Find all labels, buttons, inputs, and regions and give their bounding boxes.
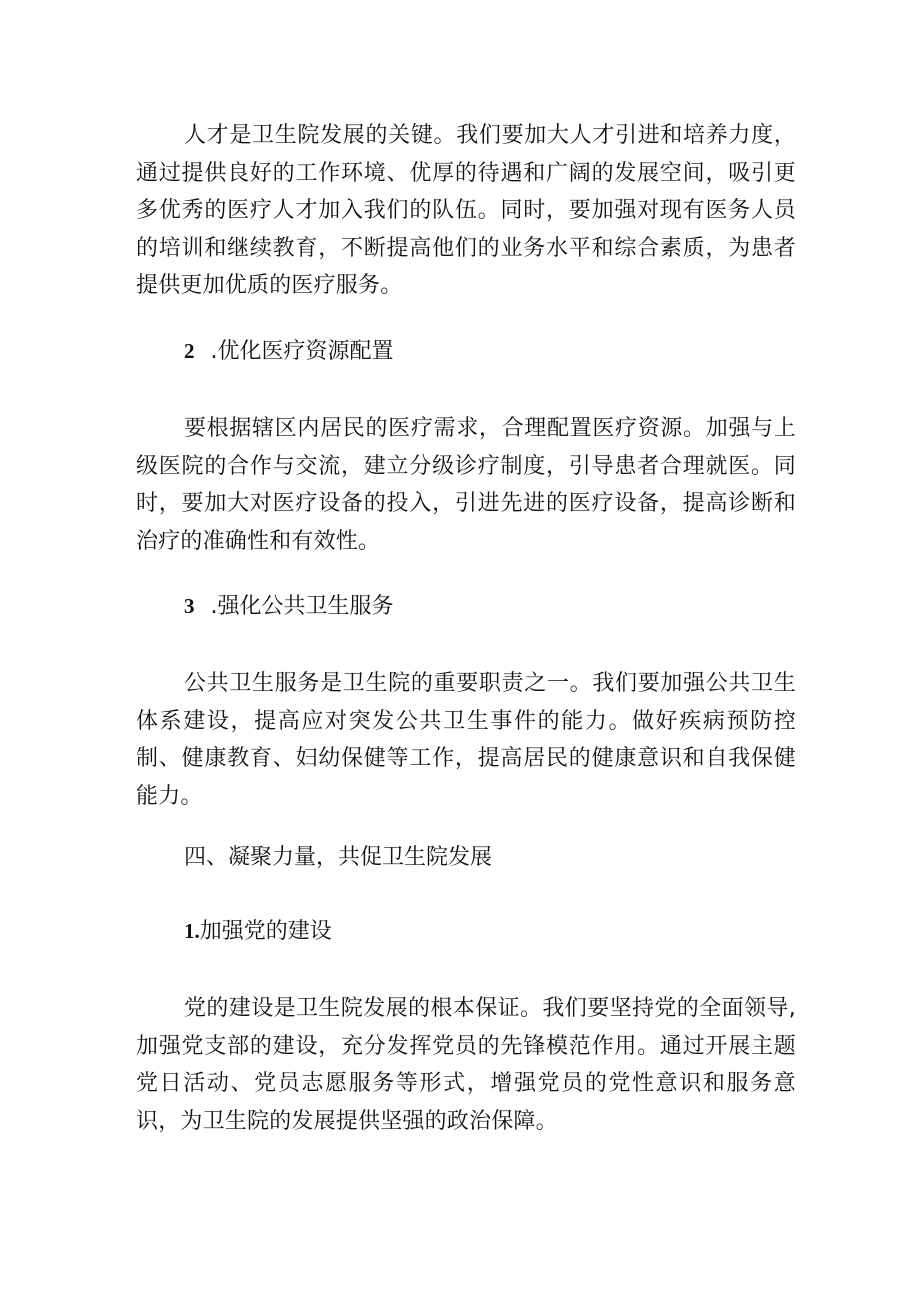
paragraph-public-health: 公共卫生服务是卫生院的重要职责之一。我们要加强公共卫生体系建设，提高应对突发公共卫生事件的能力。做好疾病预防控制、健康教育、妇幼保健等工作，提高居民的健康意识和自我保健能力。 (136, 671, 796, 809)
section-number-3: 3 (184, 594, 195, 618)
part-four-heading: 四、凝聚力量，共促卫生院发展 (184, 845, 493, 870)
section-title-2: .优化医疗资源配置 (210, 339, 394, 364)
section-heading-2 (184, 336, 394, 367)
section-number-4-1: 1. (184, 919, 200, 943)
section-number-2: 2 (184, 339, 195, 363)
paragraph-resources: 要根据辖区内居民的医疗需求，合理配置医疗资源。加强与上级医院的合作与交流，建立分级诊疗制度，引导患者合理就医。同时，要加大对医疗设备的投入，引进先进的医疗设备，提高诊断和治疗的准确性和有效性。 (136, 416, 796, 554)
section-heading-4-1 (184, 916, 332, 947)
paragraph-talent: 人才是卫生院发展的关键。我们要加大人才引进和培养力度，通过提供良好的工作环境、优厚的待遇和广阔的发展空间，吸引更多优秀的医疗人才加入我们的队伍。同时，要加强对现有医务人员的培训和继续教育，不断提高他们的业务水平和综合素质，为患者提供更加优质的医疗服务。 (136, 123, 796, 298)
section-title-4-1: 加强党的建设 (199, 919, 332, 944)
section-title-3: .强化公共卫生服务 (210, 594, 394, 619)
section-heading-3 (184, 591, 394, 622)
paragraph-party: 党的建设是卫生院发展的根本保证。我们要坚持党的全面领导,加强党支部的建设，充分发挥党员的先锋模范作用。通过开展主题党日活动、党员志愿服务等形式，增强党员的党性意识和服务意识，为卫生院的发展提供坚强的政治保障。 (136, 996, 796, 1134)
